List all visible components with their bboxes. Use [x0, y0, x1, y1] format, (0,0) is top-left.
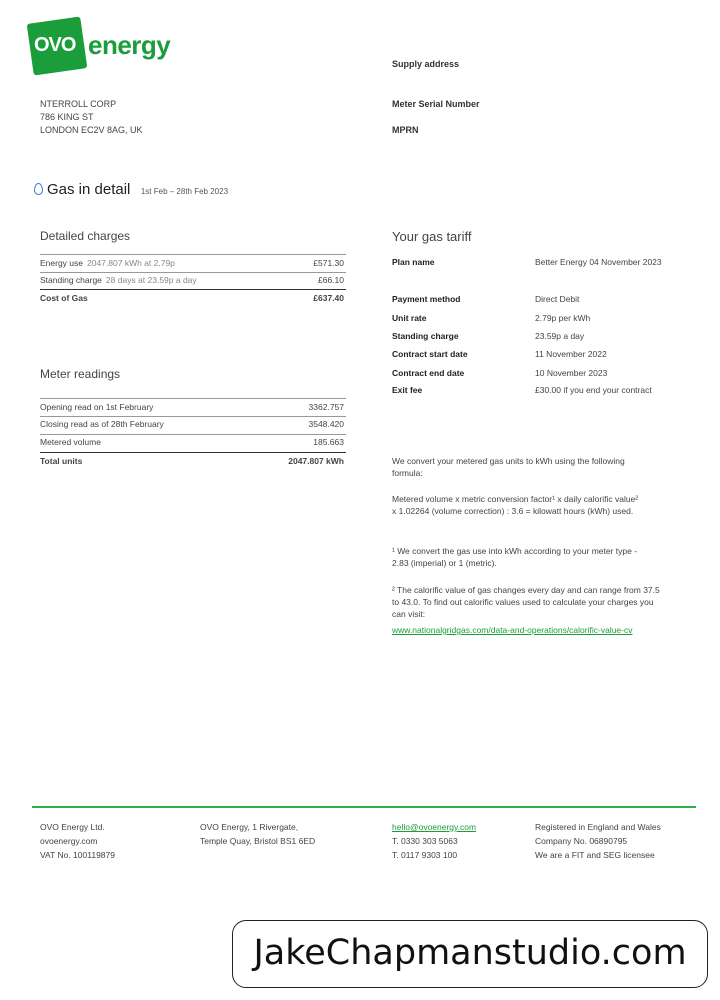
reading-total-label: Total units	[40, 456, 83, 466]
footer-text: Company No. 06890795	[535, 836, 628, 846]
detailed-charges-title: Detailed charges	[40, 229, 131, 243]
footer-website: ovoenergy.com	[40, 836, 98, 846]
gas-detail-title: Gas in detail	[47, 181, 131, 198]
supply-address-label: Supply address	[392, 59, 460, 69]
footer-email-link[interactable]: hello@ovoenergy.com	[392, 822, 477, 832]
tariff-key: Unit rate	[392, 313, 427, 323]
tariff-key: Plan name	[392, 257, 435, 267]
footer-text: OVO Energy, 1 Rivergate,	[200, 822, 299, 832]
tariff-value: £30.00 if you end your contract	[535, 385, 652, 395]
tariff-value: Direct Debit	[535, 294, 580, 304]
footer-text: Temple Quay, Bristol BS1 6ED	[200, 836, 316, 846]
customer-street: 786 KING ST	[40, 112, 94, 122]
customer-address	[40, 98, 143, 137]
charge-label: Standing charge	[40, 275, 102, 285]
charge-amount: £571.30	[313, 258, 344, 268]
charge-total-row	[40, 290, 346, 307]
reading-row	[40, 416, 346, 433]
reading-row	[40, 434, 346, 451]
footer-company	[40, 820, 115, 862]
meter-readings-title: Meter readings	[40, 367, 121, 381]
gas-detail-heading	[34, 181, 228, 199]
ovo-energy-logo	[30, 18, 180, 76]
tariff-value: 11 November 2022	[535, 349, 607, 359]
footer-phone: T. 0117 9303 100	[392, 850, 458, 860]
gas-detail-period: 1st Feb – 28th Feb 2023	[140, 187, 229, 196]
charge-row-energy	[40, 255, 346, 272]
reading-row	[40, 399, 346, 416]
tariff-value: 23.59p a day	[535, 331, 585, 341]
flame-icon	[34, 183, 43, 195]
footer-vat: VAT No. 100119879	[40, 850, 115, 860]
footer-contact	[392, 820, 476, 862]
note-2: ² The calorific value of gas changes every day and can range from 37.5 to 43.0. To find out calorific values used to calculate your charges you can visit:	[392, 585, 660, 619]
footer-registration	[535, 820, 661, 862]
footer-text: OVO Energy Ltd.	[40, 822, 105, 832]
reading-value: 3362.757	[308, 402, 344, 412]
tariff-key: Exit fee	[392, 385, 423, 395]
note-1: ¹ We convert the gas use into kWh according to your meter type - 2.83 (imperial) or 1 (metric).	[392, 546, 638, 568]
tariff-key: Contract end date	[392, 368, 465, 378]
tariff-value: 10 November 2023	[535, 368, 608, 378]
footer-text: We are a FIT and SEG licensee	[535, 850, 655, 860]
tariff-key: Contract start date	[392, 349, 468, 359]
charge-label: Energy use	[40, 258, 83, 268]
reading-label: Opening read on 1st February	[40, 402, 154, 412]
tariff-value: Better Energy 04 November 2023	[535, 257, 662, 267]
reading-value: 185.663	[313, 437, 344, 447]
footer-phone: T. 0330 303 5063	[392, 836, 458, 846]
tariff-key: Standing charge	[392, 331, 459, 341]
reading-total-value: 2047.807 kWh	[288, 456, 344, 466]
footer-address	[200, 820, 315, 848]
reading-label: Closing read as of 28th February	[40, 419, 164, 429]
watermark-text: JakeChapmanstudio.com	[253, 933, 687, 973]
conversion-intro: We convert your metered gas units to kWh using the following formula:	[392, 456, 625, 478]
charge-row-standing	[40, 272, 346, 289]
reading-total-row	[40, 453, 346, 470]
charge-detail: 2047.807 kWh at 2.79p	[87, 258, 175, 268]
reading-label: Metered volume	[40, 437, 101, 447]
charge-amount: £66.10	[318, 275, 344, 285]
conversion-formula: Metered volume x metric conversion factor¹ x daily calorific value² x 1.02264 (volume correction) : 3.6 = kilowatt hours (kWh) used.	[392, 494, 639, 516]
charge-total-label: Cost of Gas	[40, 293, 88, 303]
charge-total-amount: £637.40	[313, 293, 344, 303]
tariff-value: 2.79p per kWh	[535, 313, 591, 323]
charge-detail: 28 days at 23.59p a day	[105, 275, 197, 285]
logo-ovo-text: OVO	[34, 34, 76, 56]
watermark-box	[232, 920, 708, 988]
mprn-label: MPRN	[392, 125, 419, 135]
meter-serial-label: Meter Serial Number	[392, 99, 480, 109]
calorific-value-link[interactable]: www.nationalgridgas.com/data-and-operations/calorific-value-cv	[392, 625, 633, 635]
logo-energy-text: energy	[88, 30, 171, 60]
reading-value: 3548.420	[308, 419, 344, 429]
footer-divider	[32, 806, 696, 808]
customer-city: LONDON EC2V 8AG, UK	[40, 125, 143, 135]
footer-text: Registered in England and Wales	[535, 822, 661, 832]
tariff-key: Payment method	[392, 294, 461, 304]
customer-name: NTERROLL CORP	[40, 99, 117, 109]
gas-tariff-title: Your gas tariff	[392, 229, 472, 244]
